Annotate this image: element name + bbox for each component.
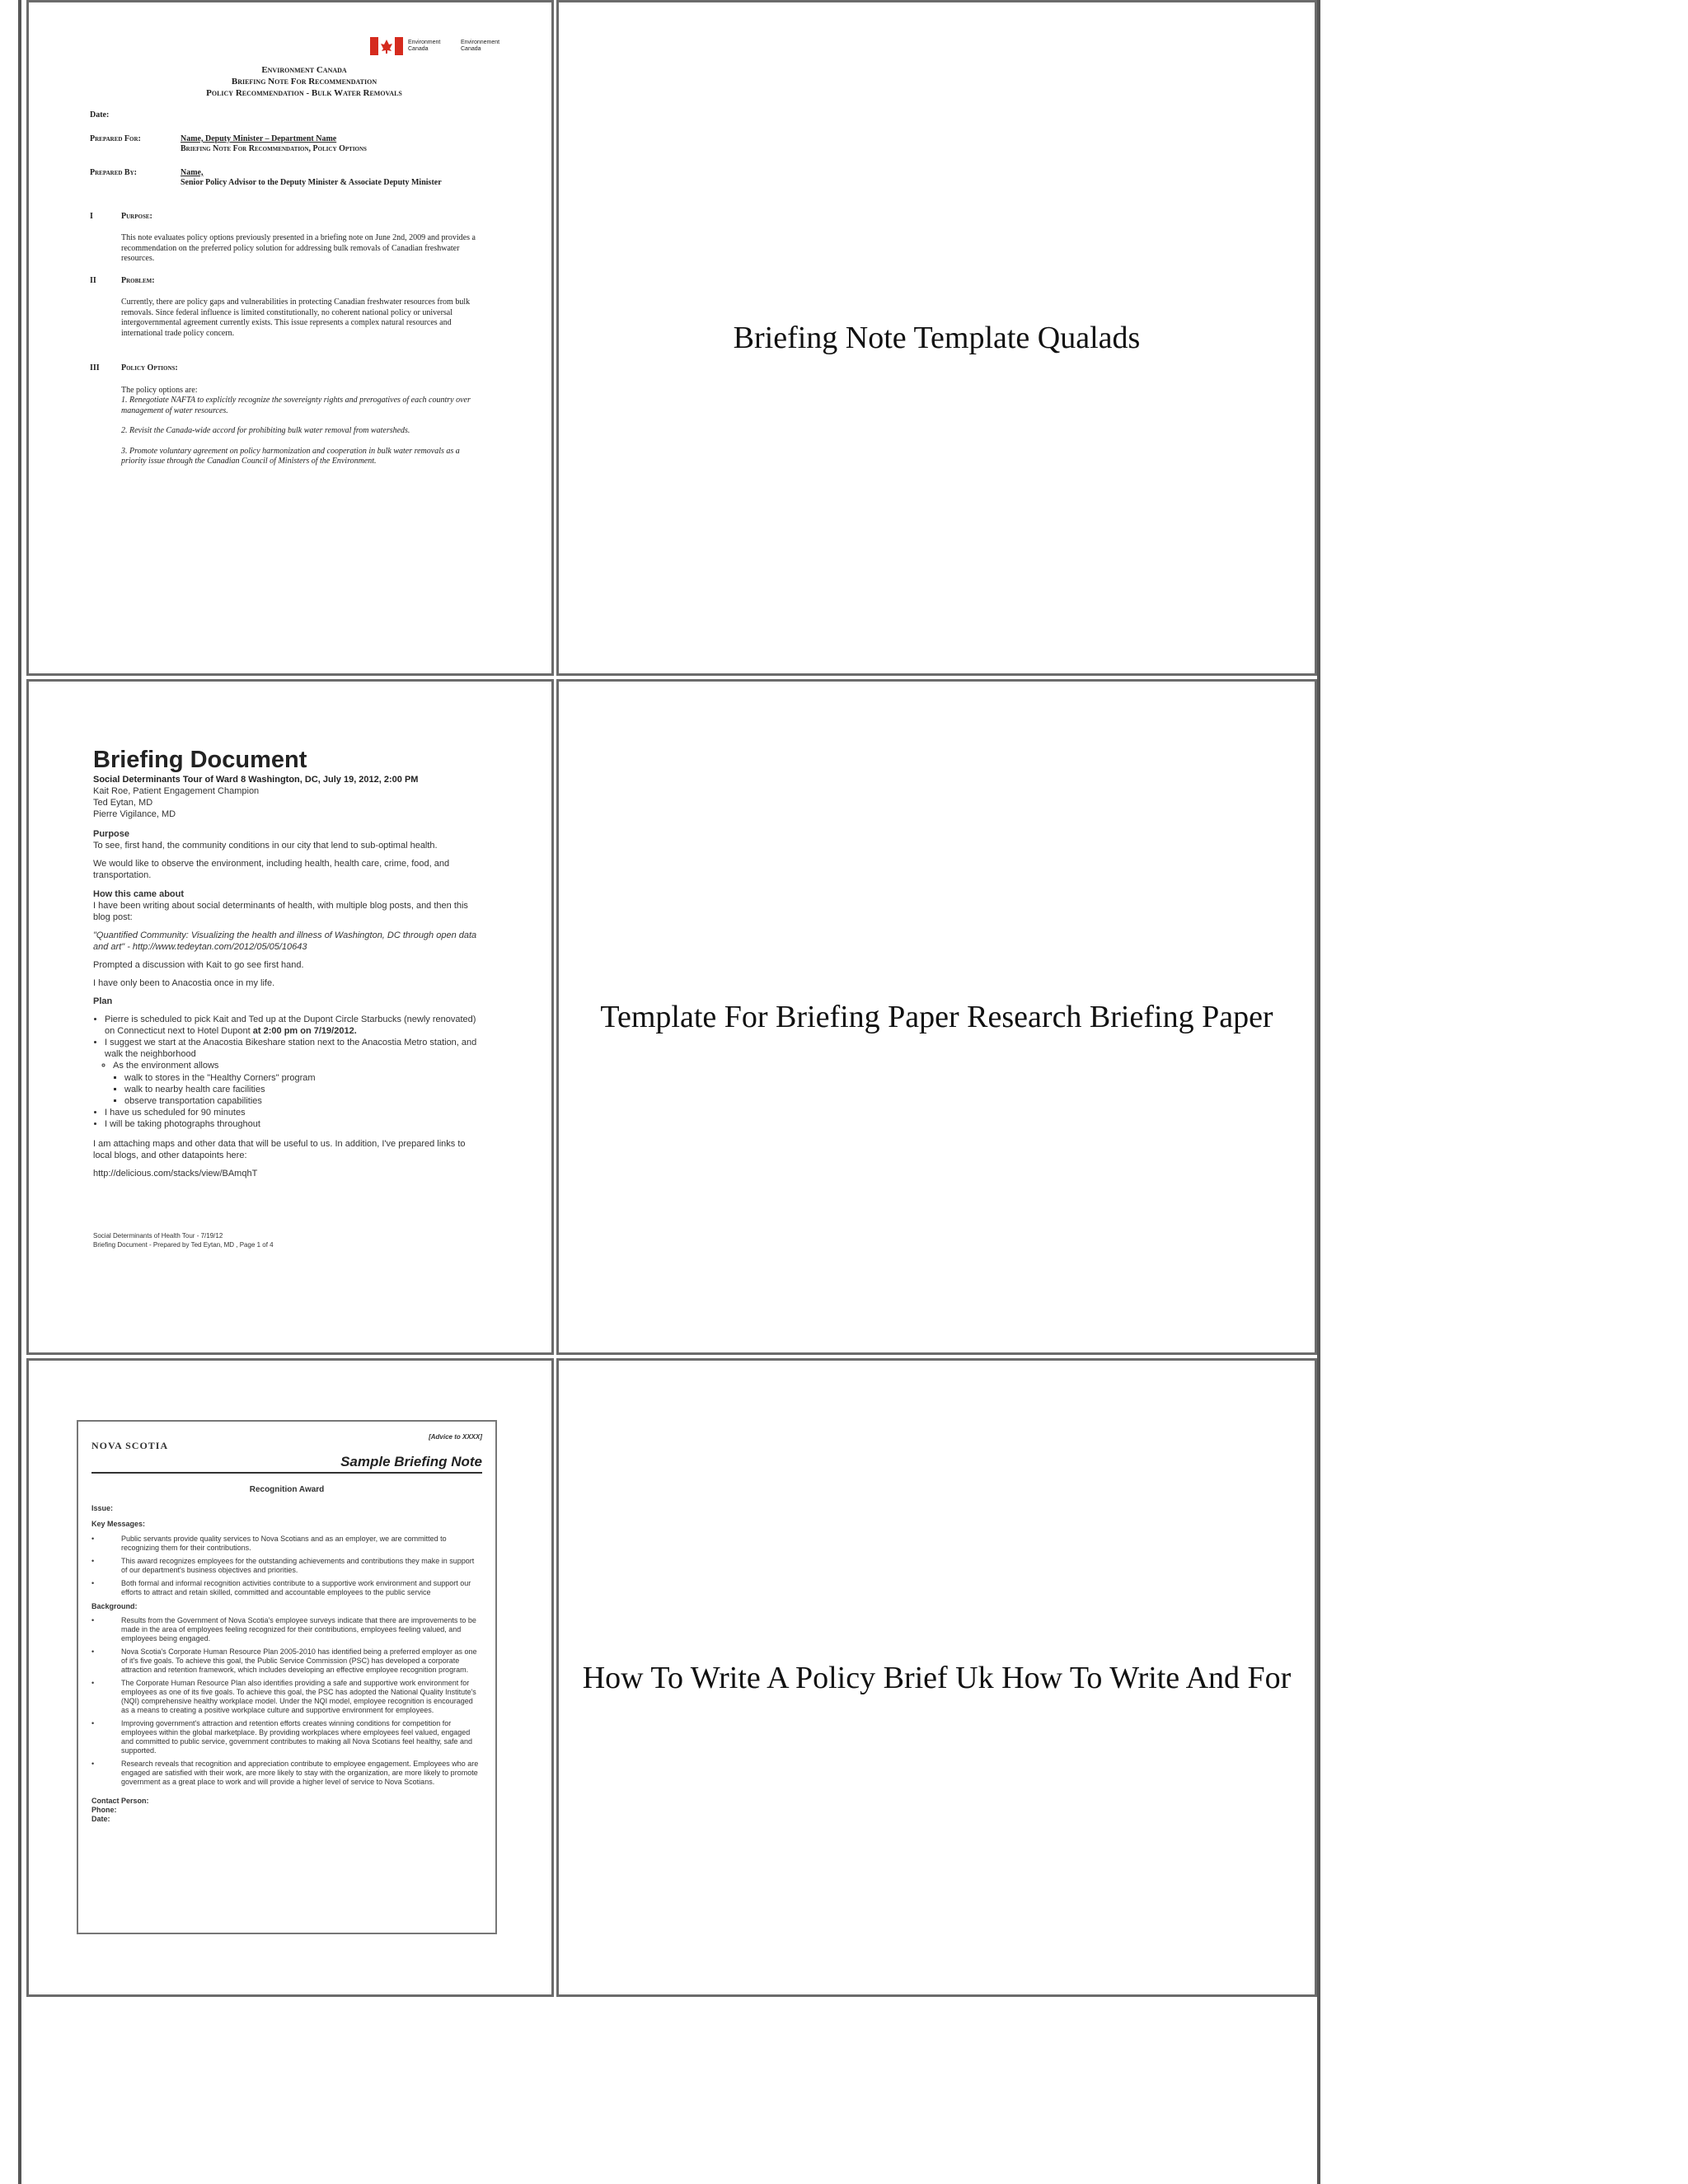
issue-label: Issue:: [91, 1503, 114, 1512]
briefing-document-doc: [93, 748, 481, 1249]
doc2-footer-1: Social Determinants of Health Tour - 7/19/12: [93, 1232, 223, 1240]
only-text: I have only been to Anacostia once in my life.: [93, 977, 275, 988]
date-label: Date:: [90, 110, 110, 120]
how-text: I have been writing about social determinants of health, with multiple blog posts, and then this blog post:: [93, 900, 468, 922]
plan-subitem-3: ▪ observe transportation capabilities: [124, 1095, 481, 1107]
background-item-5: • Research reveals that recognition and appreciation contribute to employee engagement. Employees who are engaged are satisfied with their work, are more likely to stay with the organization, are more likely to promote government as a great place to work and will provide a higher level of service to Nova Scotians.: [91, 1759, 479, 1786]
key-message-3: • Both formal and informal recognition activities contribute to a supportive work environment and support our efforts to attract and retain skilled, committed and accountable employees to the public service: [91, 1579, 471, 1597]
section-1-text: This note evaluates policy options previously presented in a briefing note on June 2nd, 2009 and provides a recommendation on the preferred policy solution for addressing bulk removals of Canadian freshwater resources.: [121, 233, 476, 264]
key-messages-heading: Key Messages:: [91, 1519, 146, 1528]
sample-title: Sample Briefing Note: [91, 1454, 482, 1474]
canada-flag-icon: [370, 37, 403, 55]
key-message-2: • This award recognizes employees for the outstanding achievements and contributions they make in support of our department's business objectives and priorities.: [91, 1557, 475, 1575]
attach-text: I am attaching maps and other data that will be useful to us. In addition, I've prepared links to local blogs, and other datapoints here:: [93, 1138, 466, 1160]
logo-en: Environment Canada: [408, 40, 441, 52]
section-3-number: III: [90, 363, 100, 373]
plan-heading: Plan: [93, 996, 113, 1007]
prepared-for-label: Prepared For:: [90, 134, 141, 143]
section-2-text: Currently, there are policy gaps and vulnerabilities in protecting Canadian freshwater resources from bulk removals. Since federal influence is limited constitutionally, no coherent national policy or universal intergovernmental agreement currently exists. This issue represents a complex natural resources and international trade policy concern.: [121, 298, 471, 338]
doc2-person-1: Kait Roe, Patient Engagement Champion: [93, 785, 260, 796]
canada-logo: [370, 35, 527, 57]
quote-text: "Quantified Community: Visualizing the health and illness of Washington, DC through open data and art" - http://www.tedeytan.com/2012/05/05/10643: [93, 930, 477, 952]
background-item-2: • Nova Scotia's Corporate Human Resource Plan 2005-2010 has identified being a preferred employer as one of it's five goals. To achieve this goal, the Public Service Commission (PSC) has developed a corporate attraction and retention framework, which includes developing an effective employee recognition program.: [91, 1647, 477, 1675]
plan-subitem-1: ▪ walk to stores in the "Healthy Corners" program: [124, 1072, 481, 1084]
option-1: 1. Renegotiate NAFTA to explicitly recognize the sovereignty rights and prerogatives of each country over management of water resources.: [121, 396, 471, 415]
caption-cell-1[interactable]: [556, 0, 1317, 676]
thumbnail-cell-2[interactable]: [26, 679, 554, 1355]
caption-cell-2[interactable]: [556, 679, 1317, 1355]
background-item-1: • Results from the Government of Nova Scotia's employee surveys indicate that there are improvements to be made in the area of employees feeling recognized for their contributions, employees feeling valued, and employees being engaged.: [91, 1616, 476, 1643]
phone-label: Phone:: [91, 1805, 117, 1814]
caption-3[interactable]: How To Write A Policy Brief Uk How To Write And For: [582, 1660, 1292, 1695]
section-3-intro: The policy options are:: [121, 385, 198, 395]
plan-item-2: • I suggest we start at the Anacostia Bikeshare station next to the Anacostia Metro station, and walk the neighborhood: [105, 1037, 481, 1060]
prepared-for-value2: Briefing Note For Recommendation, Policy Options: [181, 144, 367, 154]
purpose-text-2: We would like to observe the environment, including health, health care, crime, food, and transportation.: [93, 859, 450, 881]
doc-title-3: Policy Recommendation - Bulk Water Removals: [206, 87, 402, 98]
section-2-heading: Problem:: [121, 275, 155, 285]
delicious-link[interactable]: http://delicious.com/stacks/view/BAmqhT: [93, 1169, 258, 1179]
contact-label: Contact Person:: [91, 1796, 149, 1805]
plan-item-3: ◦ As the environment allows: [113, 1060, 481, 1071]
prompted-text: Prompted a discussion with Kait to go see first hand.: [93, 959, 304, 970]
purpose-heading: Purpose: [93, 829, 130, 840]
doc-title-2: Briefing Note For Recommendation: [231, 76, 377, 87]
background-heading: Background:: [91, 1602, 138, 1611]
doc-title-1: Environment Canada: [261, 65, 347, 75]
section-1-number: I: [90, 211, 93, 221]
prepared-by-value1: Name,: [181, 167, 204, 177]
caption-1[interactable]: Briefing Note Template Qualads: [733, 321, 1141, 355]
how-heading: How this came about: [93, 888, 185, 899]
doc2-title: Briefing Document: [93, 747, 307, 773]
prepared-for-value1: Name, Deputy Minister – Department Name: [181, 134, 337, 143]
plan-item-5: • I will be taking photographs throughout: [105, 1118, 481, 1130]
prepared-by-label: Prepared By:: [90, 167, 137, 177]
plan-item-1: • Pierre is scheduled to pick Kait and Ted up at the Dupont Circle Starbucks (newly renovated) on Connecticut next to Hotel Dupont at 2:00 pm on 7/19/2012.: [105, 1014, 481, 1037]
doc2-footer-2: Briefing Document - Prepared by Ted Eytan, MD , Page 1 of 4: [93, 1240, 274, 1249]
section-2-number: II: [90, 275, 96, 285]
date-label-3: Date:: [91, 1814, 110, 1823]
briefing-note-doc: [90, 34, 518, 467]
background-item-3: • The Corporate Human Resource Plan also identifies providing a safe and supportive work environment for employees as one of its five goals. To achieve this goal, the PSC has adopted the National Quality Institute's (NQI) comprehensive healthy workplace model. Under the NQI model, employee recognition is encouraged as a means to creating a positive workplace culture and supportive environment for employees.: [91, 1679, 476, 1714]
advice-label: [Advice to XXXX]: [429, 1433, 482, 1441]
prepared-by-value2: Senior Policy Advisor to the Deputy Minister & Associate Deputy Minister: [181, 178, 442, 188]
thumbnail-cell-1[interactable]: [26, 0, 554, 676]
doc2-person-2: Ted Eytan, MD: [93, 798, 153, 808]
purpose-text-1: To see, first hand, the community conditions in our city that lend to sub-optimal health.: [93, 841, 438, 851]
background-item-4: • Improving government's attraction and retention efforts creates winning conditions for competition for employees within the global marketplace. By providing workplaces where employees feel valued, engaged and committed to public service, government contributes to making all Nova Scotians feel healthy, safe and supported.: [91, 1718, 473, 1755]
section-1-heading: Purpose:: [121, 211, 152, 221]
doc2-person-3: Pierre Vigilance, MD: [93, 809, 176, 820]
option-3: 3. Promote voluntary agreement on policy harmonization and cooperation in bulk water removals as a priority issue through the Canadian Council of Ministers of the Environment.: [121, 446, 460, 466]
caption-cell-3[interactable]: [556, 1358, 1317, 1997]
subject: Recognition Award: [249, 1485, 325, 1495]
logo-fr: Environnement Canada: [461, 40, 500, 52]
thumbnail-cell-3[interactable]: [26, 1358, 554, 1997]
key-message-1: • Public servants provide quality services to Nova Scotians and as an employer, we are committed to recognizing them for their contributions.: [91, 1535, 447, 1553]
nova-scotia-logo: NOVA SCOTIA: [91, 1440, 169, 1451]
section-3-heading: Policy Options:: [121, 363, 178, 373]
doc2-subtitle: Social Determinants Tour of Ward 8 Washington, DC, July 19, 2012, 2:00 PM: [93, 774, 419, 785]
plan-list: [93, 1014, 481, 1130]
plan-item-4: • I have us scheduled for 90 minutes: [105, 1107, 481, 1118]
option-2: 2. Revisit the Canada-wide accord for prohibiting bulk water removal from watersheds.: [121, 426, 410, 436]
caption-2[interactable]: Template For Briefing Paper Research Briefing Paper: [600, 1000, 1273, 1034]
plan-subitem-2: ▪ walk to nearby health care facilities: [124, 1084, 481, 1095]
sample-briefing-note-doc: [77, 1420, 497, 1934]
